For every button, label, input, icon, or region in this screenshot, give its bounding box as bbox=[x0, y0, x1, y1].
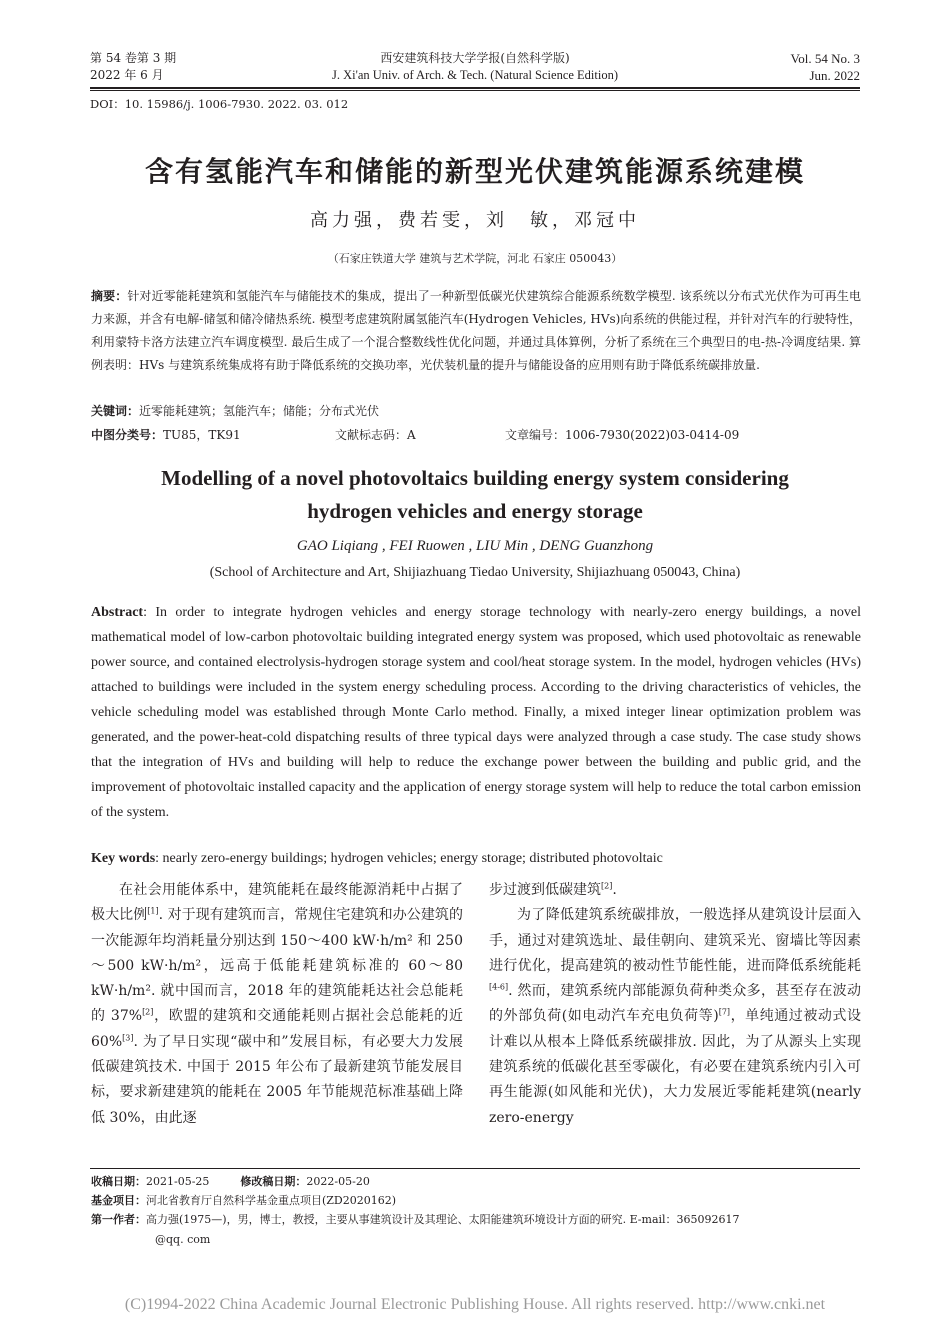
keywords-cn bbox=[91, 400, 861, 423]
citation: [1] bbox=[147, 906, 159, 916]
title-cn: 含有氢能汽车和储能的新型光伏建筑能源系统建模 bbox=[144, 155, 805, 188]
article-label: 文章编号： bbox=[505, 428, 566, 442]
doc-label: 文献标志码： bbox=[335, 428, 408, 442]
header-rule-thin bbox=[90, 90, 860, 91]
article-number bbox=[505, 424, 805, 447]
abstract-cn-text: 针对近零能耗建筑和氢能汽车与储能技术的集成，提出了一种新型低碳光伏建筑综合能源系统数学模型. 该系统以分布式光伏作为可再生电力来源，并含有电解-储氢和储冷储热系统. 模型考虑建筑附属氢能汽车(Hydrogen Vehicles, HVs)向系统的供能过程，并针对汽车的行驶特性，利用蒙特卡洛方法建立汽车调度模型. 最后生成了一个混合整数线性优化问题，并通过具体算例，分析了系统在三个典型日的电-热-冷调度结果. 算例表明：HVs 与建筑系统集成将有助于降低系统的交换功率，光伏装机量的提升与储能设备的应用则有助于降低系统碳排放量. bbox=[91, 289, 861, 372]
title-en bbox=[0, 462, 950, 528]
received-value: 2021-05-25 bbox=[146, 1175, 210, 1188]
keywords-cn-text: 近零能耗建筑；氢能汽车；储能；分布式光伏 bbox=[139, 404, 380, 418]
body-paragraph bbox=[91, 878, 463, 1131]
body-text: . 对于现有建筑而言，常规住宅建筑和办公建筑的一次能源年均消耗量分别达到 150～400 kW·h/m² 和 250～500 kW·h/m²，远高于低能耗建筑标准的 60～80 kW·h/m². 就中国而言，2018 年的建筑能耗达社会总能耗的 37% bbox=[91, 907, 463, 1025]
citation: [7] bbox=[718, 1007, 731, 1017]
authors-en: GAO Liqiang , FEI Ruowen , LIU Min , DENG Guanzhong bbox=[296, 538, 654, 554]
citation: [2] bbox=[142, 1007, 154, 1017]
abstract-en-text: : In order to integrate hydrogen vehicles and energy storage technology with nearly-zero energy buildings, a novel mathematical model of low-carbon photovoltaic building integrated energy system was proposed, which used photovoltaic as renewable power source, and contained electrolysis-hydrogen storage system and cool/heat storage system. In the model, hydrogen vehicles (HVs) attached to buildings were included in the system energy scheduling process. According to the driving characteristics of vehicles, the vehicle scheduling model was established through Monte Carlo method. Finally, a mixed integer linear optimization problem was generated, and the power-heat-cold dispatching results of three typical days were analyzed through a case study. The case study shows that the integration of HVs and building will help to reduce the exchange power between the building and public grid, and the improvement of photovoltaic installed capacity and the application of energy storage system will help to reduce the total carbon emission of the system. bbox=[91, 605, 861, 820]
revised-value: 2022-05-20 bbox=[306, 1175, 370, 1188]
author-label: 第一作者： bbox=[91, 1213, 146, 1226]
doi: DOI：10. 15986/j. 1006-7930. 2022. 03. 012 bbox=[90, 97, 349, 111]
body-text: . 为了早日实现“碳中和”发展目标，有必要大力发展低碳建筑技术. 中国于 2015 年公布了最新建筑节能发展目标，要求新建建筑的能耗在 2005 年节能规范标准基础上降低 30%，由此逐 bbox=[91, 1033, 463, 1126]
affiliation-cn: （石家庄铁道大学 建筑与艺术学院，河北 石家庄 050043） bbox=[327, 252, 623, 265]
clc-value: TU85，TK91 bbox=[163, 428, 241, 442]
body-left-column bbox=[91, 878, 463, 1131]
citation: [4-6] bbox=[489, 982, 509, 992]
abstract-cn bbox=[91, 285, 861, 377]
volume-issue-en: Vol. 54 No. 3 bbox=[790, 51, 860, 66]
body-right-column bbox=[489, 878, 861, 1131]
keywords-en bbox=[91, 849, 861, 869]
fund-value: 河北省教育厅自然科学基金重点项目(ZD2020162) bbox=[146, 1194, 397, 1207]
footnote-rule bbox=[90, 1168, 860, 1169]
abstract-en-label: Abstract bbox=[91, 605, 144, 620]
citation: [3] bbox=[122, 1033, 134, 1043]
date-cn: 2022 年 6 月 bbox=[90, 68, 164, 82]
body-text: . 然而，建筑系统内部能源负荷种类众多，甚至存在波动的外部负荷(如电动汽车充电负荷等) bbox=[489, 983, 861, 1025]
body-text: ，欧盟的建筑和交通能耗则占据社会总能耗的近 60% bbox=[91, 1008, 463, 1050]
body-text: 在社会用能体系中，建筑能耗在最终能源消耗中占据了极大比例 bbox=[91, 882, 463, 924]
journal-name-cn: 西安建筑科技大学学报(自然科学版) bbox=[380, 51, 570, 65]
abstract-cn-label: 摘要： bbox=[91, 289, 128, 303]
body-text: . bbox=[612, 882, 617, 898]
abstract-en bbox=[91, 600, 861, 825]
citation: [2] bbox=[601, 881, 613, 891]
first-author bbox=[91, 1209, 861, 1230]
keywords-en-label: Key words bbox=[91, 851, 156, 866]
article-value: 1006-7930(2022)03-0414-09 bbox=[565, 428, 740, 442]
body-text: 步过渡到低碳建筑 bbox=[489, 882, 601, 898]
journal-name-en: J. Xi'an Univ. of Arch. & Tech. (Natural Science Edition) bbox=[331, 68, 619, 82]
title-en-line1: Modelling of a novel photovoltaics building energy system considering bbox=[161, 466, 789, 490]
received-label: 收稿日期： bbox=[91, 1175, 146, 1188]
doc-value: A bbox=[407, 428, 416, 442]
author-value: 高力强(1975—)，男，博士，教授，主要从事建筑设计及其理论、太阳能建筑环境设计方面的研究. E-mail：365092617 bbox=[146, 1213, 740, 1226]
revised-label: 修改稿日期： bbox=[240, 1175, 307, 1188]
body-text: ，单纯通过被动式设计难以从根本上降低系统碳排放. 因此，为了从源头上实现建筑系统的低碳化甚至零碳化，有必要在建筑系统内引入可再生能源(如风能和光伏)，大力发展近零能耗建筑(nearly zero-energy bbox=[489, 1008, 861, 1126]
header-rule-thick bbox=[90, 87, 860, 89]
fund-project bbox=[91, 1190, 861, 1211]
received-date bbox=[91, 1171, 861, 1192]
body-paragraph bbox=[489, 878, 861, 903]
first-author-email-cont: @qq. com bbox=[155, 1233, 211, 1246]
date-en: Jun. 2022 bbox=[809, 68, 860, 83]
body-text: 为了降低建筑系统碳排放，一般选择从建筑设计层面入手，通过对建筑选址、最佳朝向、建筑采光、窗墙比等因素进行优化，提高建筑的被动性节能性能，进而降低系统能耗 bbox=[489, 907, 861, 974]
body-paragraph bbox=[489, 903, 861, 1131]
affiliation-en: (School of Architecture and Art, Shijiazhuang Tiedao University, Shijiazhuang 050043, China) bbox=[209, 565, 741, 580]
title-en-line2: hydrogen vehicles and energy storage bbox=[307, 499, 643, 523]
authors-cn: 高力强，费若雯，刘 敏，邓冠中 bbox=[310, 210, 640, 231]
clc-label: 中图分类号： bbox=[91, 428, 164, 442]
keywords-cn-label: 关键词： bbox=[91, 404, 140, 418]
volume-issue-cn: 第 54 卷第 3 期 bbox=[90, 51, 177, 65]
keywords-en-text: : nearly zero-energy buildings; hydrogen vehicles; energy storage; distributed photovoltaic bbox=[155, 851, 663, 866]
fund-label: 基金项目： bbox=[91, 1194, 146, 1207]
copyright-footer: (C)1994-2022 China Academic Journal Electronic Publishing House. All rights reserved. http://www.cnki.net bbox=[124, 1296, 826, 1313]
doc-code bbox=[335, 424, 495, 447]
